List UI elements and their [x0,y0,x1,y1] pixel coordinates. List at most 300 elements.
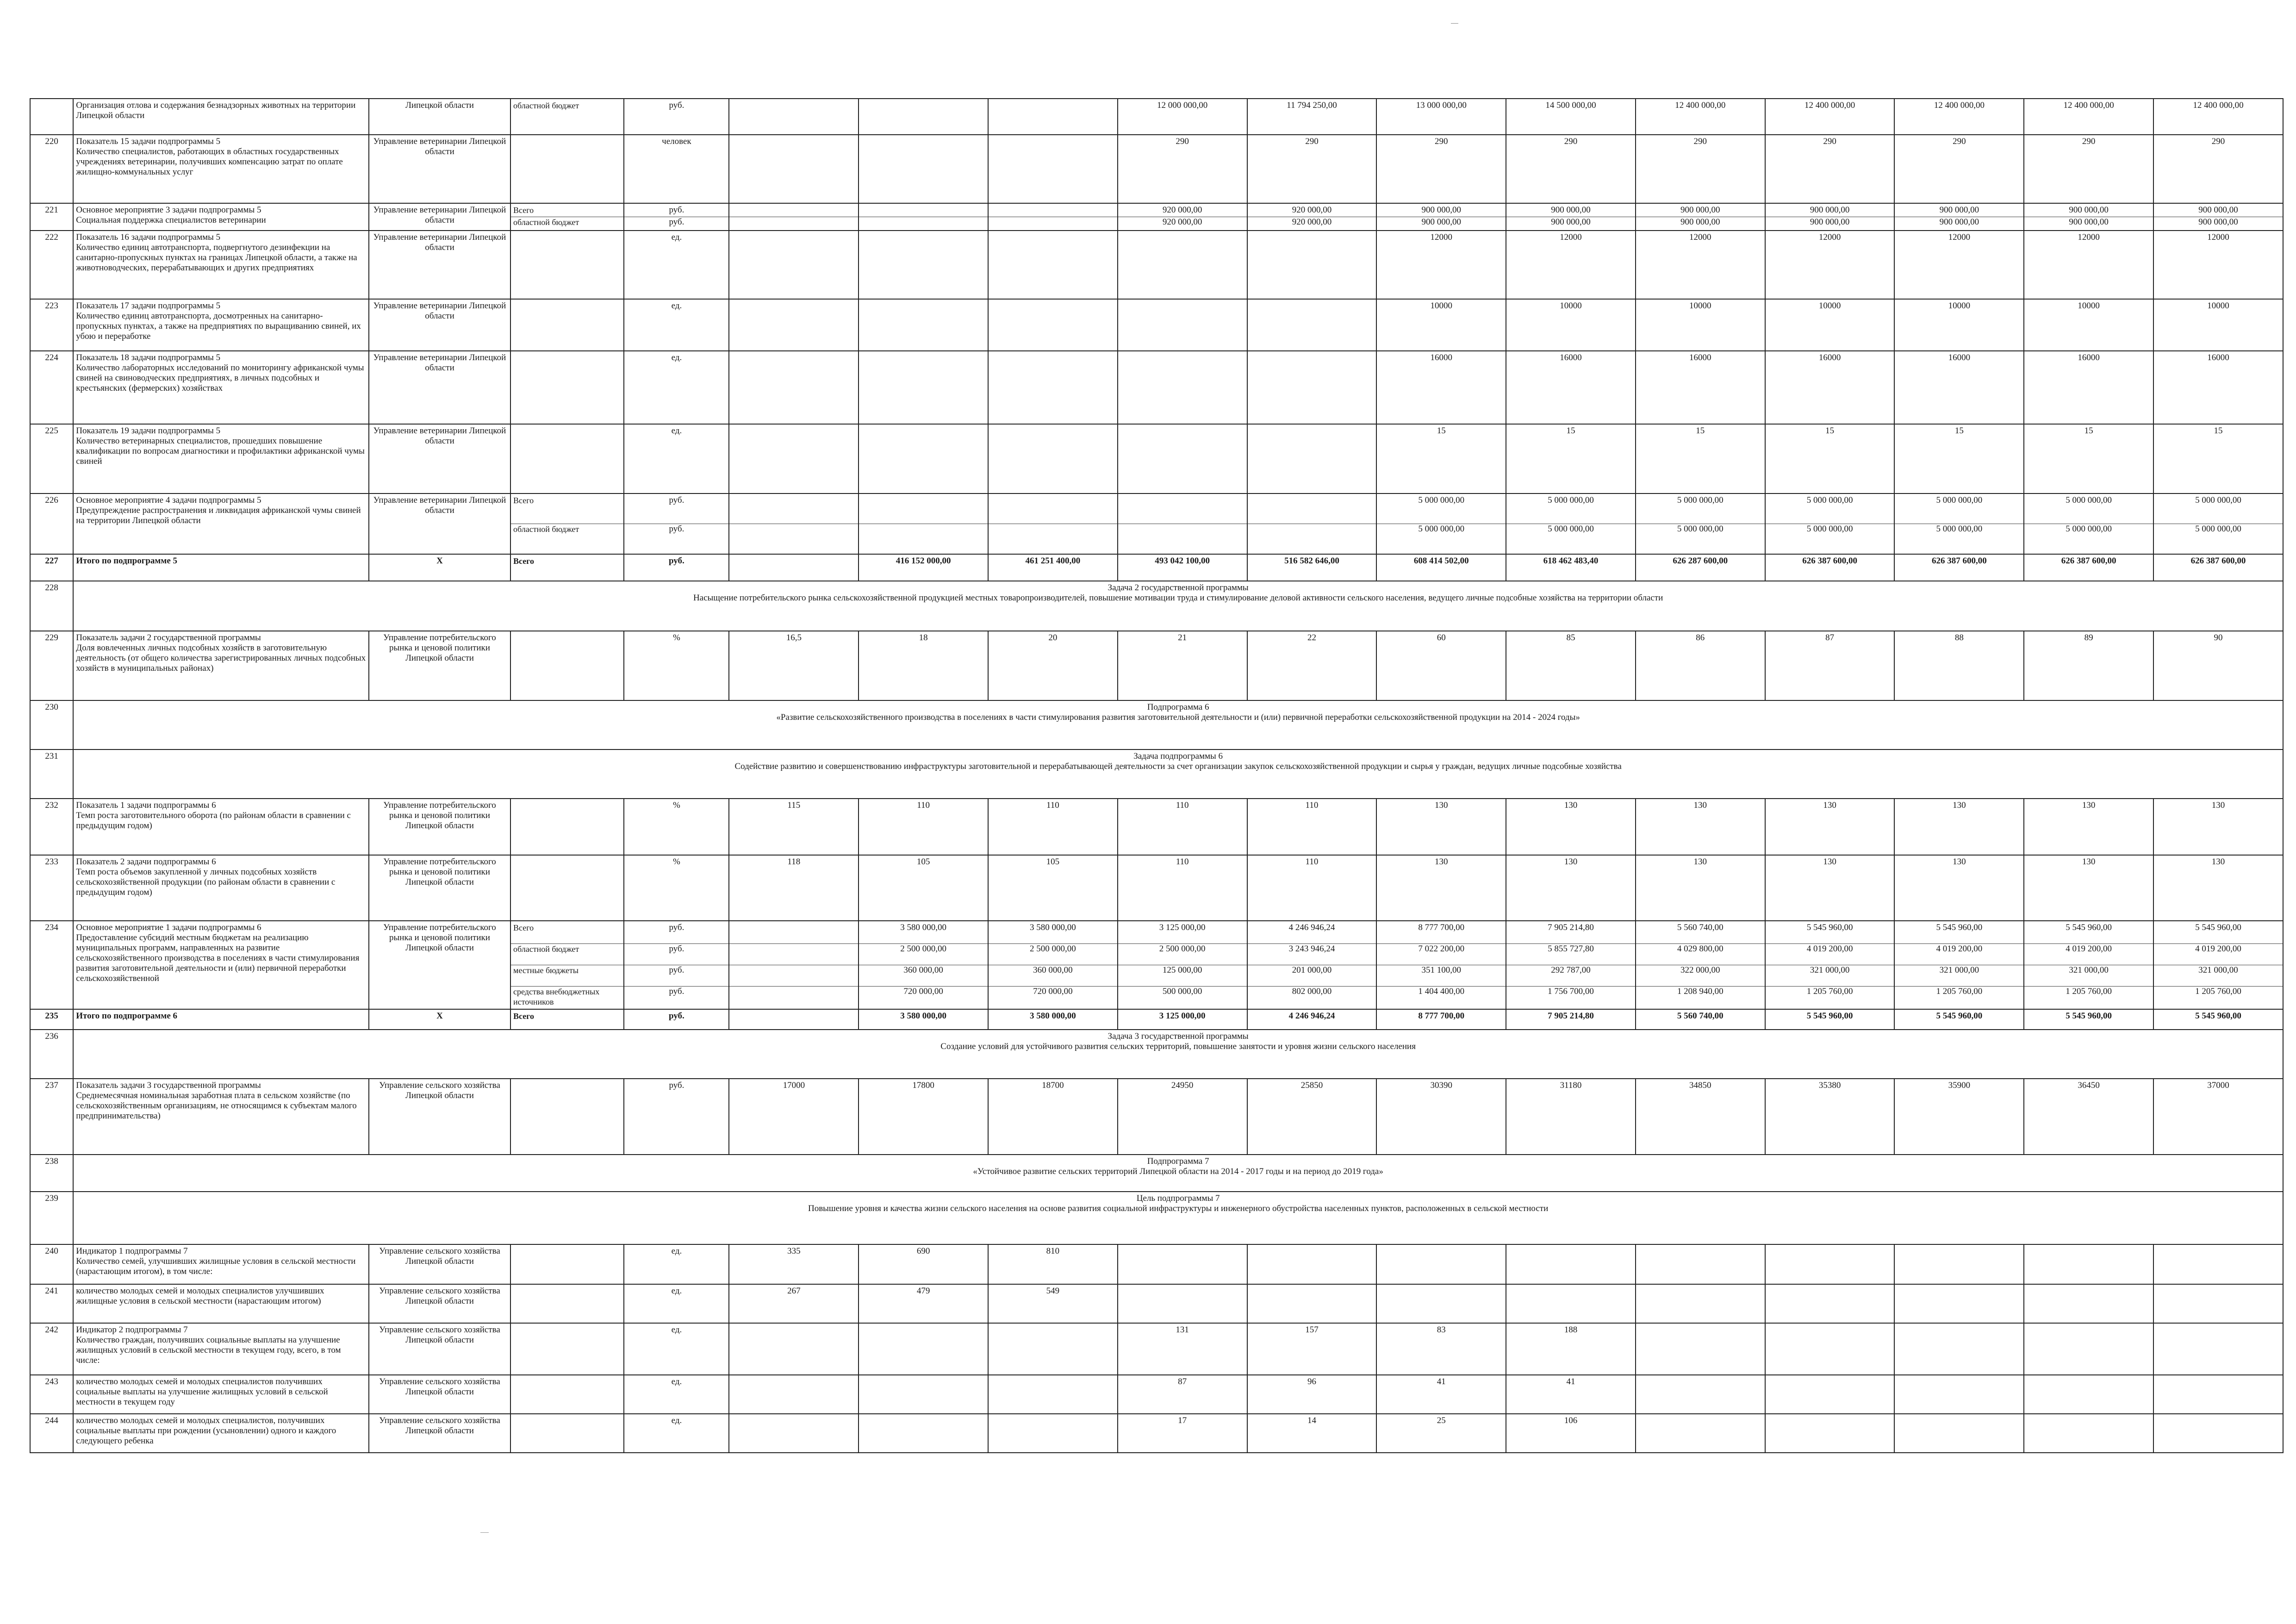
value-cell-line: 900 000,00 [1377,217,1506,229]
section-heading [73,1030,2283,1079]
value-cell [1247,855,1377,921]
value-cell [729,554,859,581]
value-cell [1376,631,1506,700]
value-cell [859,1323,988,1375]
indicator-name [73,135,369,203]
value-cell-line: 5 545 960,00 [1806,923,1853,932]
value-cell [729,1009,859,1030]
value-cell-line: 900 000,00 [1939,205,1979,215]
value-cell [988,1079,1118,1155]
indicator-name-line: количество молодых семей и молодых специалистов улучшивших жилищные условия в сельской местности (нарастающим итогом) [76,1286,324,1306]
value-cell-line: 8 777 700,00 [1418,1011,1465,1021]
value-cell [859,1375,988,1414]
unit-of-measure [624,203,729,231]
value-cell [1376,1244,1506,1284]
value-cell-line: 24950 [1171,1081,1194,1090]
table-row [30,921,2283,1009]
value-cell-line: 12 400 000,00 [2193,100,2244,110]
indicator-name-line: Социальная поддержка специалистов ветеринарии [76,215,266,225]
unit-of-measure-line: % [672,633,680,643]
value-cell-line: 16000 [1948,353,1971,362]
value-cell-line: 5 560 740,00 [1677,1011,1724,1021]
value-cell [1506,799,1636,855]
value-cell [859,1414,988,1453]
value-cell [1376,299,1506,351]
executor: Управление потребительского рынка и ценовой политики Липецкой области [369,631,510,700]
row-number: 234 [30,921,73,1009]
value-cell [859,799,988,855]
value-cell [988,1284,1118,1323]
value-cell [1765,631,1895,700]
value-cell [859,203,988,231]
value-cell [1894,1079,2024,1155]
value-cell [1118,1375,1247,1414]
indicator-name-line: Количество специалистов, работающих в областных государственных учреждениях ветеринарии, получивших компенсацию затрат по оплате жилищно-коммунальных услуг [76,147,343,177]
value-cell-line: 3 580 000,00 [900,923,946,932]
value-cell-line: 110 [1305,857,1319,867]
value-cell [1376,231,1506,299]
indicator-name-line: Количество лабораторных исследований по мониторингу африканской чумы свиней на свиноводческих предприятиях, в личных подсобных и крестьянских (фермерских) хозяйствах [76,363,364,393]
value-cell [988,203,1118,231]
unit-of-measure-line: человек [662,137,691,146]
value-cell [2024,554,2153,581]
value-cell-line: 5 560 740,00 [1677,923,1724,932]
value-cell [1894,1244,2024,1284]
value-cell-line: 10000 [2078,301,2100,311]
unit-of-measure-line: руб. [668,1011,684,1021]
indicator-name [73,231,369,299]
value-cell-line: 626 387 600,00 [1931,556,1987,566]
value-cell [1376,1414,1506,1453]
value-cell-line: 5 000 000,00 [1766,524,1894,552]
value-cell [1247,203,1377,231]
table-row [30,1079,2283,1155]
indicator-name [73,99,369,135]
row-number: 222 [30,231,73,299]
value-cell [1247,921,1377,1009]
value-cell-line: 17 [1178,1416,1187,1425]
value-cell [1118,855,1247,921]
value-cell [729,351,859,424]
value-cell-line: 12000 [1560,232,1582,242]
value-cell [1118,203,1247,231]
value-cell [2153,493,2283,554]
indicator-name-line: Итого по подпрограмме 5 [76,556,178,566]
value-cell-line: 12000 [1430,232,1452,242]
value-cell [2024,1244,2153,1284]
value-cell-line: 479 [916,1286,930,1296]
value-cell [729,1284,859,1323]
unit-of-measure-line: руб. [669,205,684,215]
value-cell [2153,1323,2283,1375]
value-cell [1636,99,1765,135]
value-cell [1765,1414,1895,1453]
value-cell [729,99,859,135]
value-cell-line: 16000 [2078,353,2100,362]
value-cell [729,1414,859,1453]
value-cell-line: 110 [1176,800,1189,810]
value-cell-line: 188 [1564,1325,1578,1335]
unit-of-measure-line: руб. [624,943,728,965]
row-number: 223 [30,299,73,351]
table-row [30,1192,2283,1244]
indicator-name [73,1244,369,1284]
value-cell [1765,554,1895,581]
value-cell-line [861,495,985,524]
value-cell-line: 321 000,00 [1895,965,2023,986]
unit-of-measure-line: руб. [669,100,684,110]
row-number: 241 [30,1284,73,1323]
indicator-name-line: Показатель 2 задачи подпрограммы 6 [76,857,216,867]
indicator-name [73,1323,369,1375]
row-number: 226 [30,493,73,554]
unit-of-measure [624,1244,729,1284]
value-cell [1894,203,2024,231]
value-cell [859,554,988,581]
value-cell [1118,799,1247,855]
value-cell [1118,554,1247,581]
indicators-table [30,98,2284,1453]
value-cell [2024,855,2153,921]
value-cell [2153,135,2283,203]
unit-of-measure [624,554,729,581]
value-cell [1376,1079,1506,1155]
section-title: Подпрограмма 7 [1147,1156,1209,1166]
value-cell [1765,1284,1895,1323]
value-cell-line [1248,524,1376,552]
value-cell-line: 920 000,00 [1162,205,1202,215]
value-cell-line: 130 [1953,857,1966,867]
value-cell-line: 7 905 214,80 [1548,923,1594,932]
value-cell [729,1244,859,1284]
unit-of-measure [624,1323,729,1375]
value-cell-line: 12 400 000,00 [1675,100,1726,110]
funding-source-line: областной бюджет [511,943,623,965]
value-cell-line: 5 000 000,00 [2195,495,2241,505]
value-cell [729,799,859,855]
funding-source-line: Всего [513,206,534,215]
value-cell [1118,1244,1247,1284]
table-row [30,1414,2283,1453]
value-cell-line: 130 [1953,800,1966,810]
value-cell-line: 5 000 000,00 [2066,495,2112,505]
value-cell-line: 125 000,00 [1118,965,1247,986]
value-cell [1765,921,1895,1009]
value-cell-line: 322 000,00 [1636,965,1765,986]
value-cell-line: 15 [1954,426,1964,436]
value-cell-line: 106 [1564,1416,1578,1425]
indicator-name-line: Показатель задачи 3 государственной программы [76,1081,261,1090]
value-cell [988,1244,1118,1284]
funding-source [510,1414,624,1453]
value-cell-line: 157 [1305,1325,1319,1335]
value-cell-line: 35380 [1818,1081,1841,1090]
value-cell [859,424,988,493]
value-cell-line: 626 287 600,00 [1673,556,1728,566]
value-cell-line: 41 [1566,1377,1575,1387]
value-cell [2024,1323,2153,1375]
indicator-name [73,799,369,855]
value-cell [859,493,988,554]
value-cell-line: 290 [1305,137,1319,146]
value-cell-line: 16000 [1560,353,1582,362]
value-cell [1765,1375,1895,1414]
value-cell-line: 900 000,00 [1680,205,1720,215]
value-cell-line: 18700 [1042,1081,1064,1090]
row-number: 242 [30,1323,73,1375]
value-cell [2024,1009,2153,1030]
value-cell [1894,799,2024,855]
value-cell [1506,1244,1636,1284]
unit-of-measure-line: ед. [671,301,682,311]
value-cell [1765,1079,1895,1155]
value-cell [859,631,988,700]
value-cell [2153,1009,2283,1030]
value-cell-line: 900 000,00 [2154,217,2283,229]
value-cell [859,299,988,351]
indicator-name-line: Индикатор 1 подпрограммы 7 [76,1246,188,1256]
value-cell-line [729,524,858,552]
value-cell-line: 87 [1825,633,1835,643]
value-cell-line: 16000 [2207,353,2229,362]
unit-of-measure [624,231,729,299]
value-cell-line: 15 [1696,426,1705,436]
value-cell [1636,1284,1765,1323]
value-cell [988,631,1118,700]
value-cell-line: 25850 [1300,1081,1323,1090]
value-cell-line: 16,5 [786,633,802,643]
unit-of-measure-line: руб. [669,1081,684,1090]
value-cell [1765,1009,1895,1030]
unit-of-measure [624,1079,729,1155]
value-cell-line: 12 400 000,00 [1934,100,1985,110]
executor: Управление ветеринарии Липецкой области [369,135,510,203]
executor: Управление сельского хозяйства Липецкой области [369,1414,510,1453]
indicator-name-line: Показатель 15 задачи подпрограммы 5 [76,137,221,146]
value-cell-line: 201 000,00 [1248,965,1376,986]
value-cell [1894,493,2024,554]
value-cell-line: 1 404 400,00 [1377,986,1506,1007]
value-cell-line [1120,495,1244,524]
funding-source-line: Всего [513,923,534,932]
value-cell-line: 130 [1434,857,1448,867]
value-cell [729,299,859,351]
unit-of-measure-line: ед. [671,1416,682,1425]
value-cell [988,351,1118,424]
value-cell-line: 2 500 000,00 [989,943,1117,965]
indicator-name-line: Количество семей, улучшивших жилищные условия в сельской местности (нарастающим итогом), в том числе: [76,1256,356,1276]
value-cell-line: 360 000,00 [859,965,988,986]
value-cell-line: 7 905 214,80 [1548,1011,1594,1021]
value-cell [1247,1414,1377,1453]
value-cell [1506,424,1636,493]
value-cell [1636,493,1765,554]
value-cell-line: 720 000,00 [989,986,1117,1007]
value-cell [1376,855,1506,921]
value-cell [1118,351,1247,424]
value-cell [988,855,1118,921]
value-cell [1506,135,1636,203]
indicator-name [73,1414,369,1453]
executor: Управление сельского хозяйства Липецкой области [369,1284,510,1323]
value-cell-line: 5 545 960,00 [1806,1011,1853,1021]
indicator-name-line: Показатель 19 задачи подпрограммы 5 [76,426,221,436]
value-cell-line: 292 787,00 [1506,965,1635,986]
indicator-name-line: Доля вовлеченных личных подсобных хозяйств в заготовительную деятельность (от общего количества зарегистрированных личных подсобных хозяйств в муниципальных районах) [76,643,366,673]
value-cell-line [1250,495,1374,524]
value-cell [1247,1375,1377,1414]
value-cell-line: 10000 [1560,301,1582,311]
value-cell-line: 267 [787,1286,801,1296]
row-number: 225 [30,424,73,493]
funding-source [510,493,624,554]
value-cell [1376,424,1506,493]
value-cell-line: 10000 [1689,301,1711,311]
value-cell [2024,203,2153,231]
unit-of-measure-line: руб. [624,965,728,986]
value-cell-line: 500 000,00 [1118,986,1247,1007]
value-cell-line: 3 243 946,24 [1248,943,1376,965]
row-number [30,99,73,135]
value-cell-line: 802 000,00 [1248,986,1376,1007]
value-cell-line [859,217,988,229]
funding-source [510,554,624,581]
table-row [30,1323,2283,1375]
table-row [30,1244,2283,1284]
value-cell [1636,1414,1765,1453]
value-cell [2153,351,2283,424]
value-cell [1894,1414,2024,1453]
value-cell-line: 110 [917,800,930,810]
value-cell-line: 130 [2082,800,2096,810]
value-cell [1636,1375,1765,1414]
value-cell [729,231,859,299]
value-cell-line: 130 [1693,857,1707,867]
section-heading [73,700,2283,750]
section-title: Задача 2 государственной программы [1108,583,1249,593]
funding-source [510,299,624,351]
unit-of-measure-line: ед. [671,353,682,362]
value-cell [1376,799,1506,855]
unit-of-measure [624,99,729,135]
indicator-name [73,299,369,351]
value-cell [1894,351,2024,424]
value-cell-line: 5 000 000,00 [2154,524,2283,552]
value-cell [2024,424,2153,493]
value-cell [2153,203,2283,231]
value-cell-line: 10000 [1818,301,1841,311]
value-cell-line [732,495,856,524]
value-cell [1247,99,1377,135]
value-cell [1506,1323,1636,1375]
value-cell [2153,1244,2283,1284]
value-cell [1636,631,1765,700]
executor: Управление ветеринарии Липецкой области [369,299,510,351]
value-cell [1506,554,1636,581]
executor: Управление потребительского рынка и ценовой политики Липецкой области [369,855,510,921]
value-cell-line: 5 000 000,00 [1418,495,1465,505]
value-cell [729,855,859,921]
value-cell [1506,1009,1636,1030]
value-cell [1247,424,1377,493]
funding-source-line: областной бюджет [511,524,623,552]
indicator-name [73,351,369,424]
unit-of-measure [624,1414,729,1453]
unit-of-measure-line: ед. [671,1286,682,1296]
value-cell [1765,855,1895,921]
value-cell [988,1323,1118,1375]
value-cell-line: 8 777 700,00 [1418,923,1465,932]
executor: Управление ветеринарии Липецкой области [369,424,510,493]
value-cell-line: 86 [1696,633,1705,643]
table-body [30,99,2283,1453]
value-cell [1118,99,1247,135]
value-cell [1894,299,2024,351]
value-cell [1118,493,1247,554]
indicator-name-line: Показатель 18 задачи подпрограммы 5 [76,353,221,362]
funding-source [510,99,624,135]
value-cell-line: 5 545 960,00 [2066,923,2112,932]
value-cell [1118,1284,1247,1323]
value-cell-line [732,205,856,217]
value-cell [1506,99,1636,135]
unit-of-measure [624,799,729,855]
value-cell-line: 15 [1825,426,1835,436]
value-cell-line: 290 [1953,137,1966,146]
value-cell [1765,231,1895,299]
value-cell [1376,493,1506,554]
executor: Управление сельского хозяйства Липецкой области [369,1079,510,1155]
value-cell [1506,231,1636,299]
value-cell-line: 7 022 200,00 [1377,943,1506,965]
scan-artifact [1451,23,1458,24]
value-cell-line: 96 [1307,1377,1316,1387]
row-number: 239 [30,1192,73,1244]
value-cell [1247,493,1377,554]
value-cell [1636,1009,1765,1030]
value-cell-line: 3 580 000,00 [1030,923,1076,932]
indicator-name-line: Количество граждан, получивших социальные выплаты на улучшение жилищных условий в сельской местности в текущем году, всего, в том числе: [76,1335,341,1365]
table-row [30,631,2283,700]
value-cell [2153,424,2283,493]
indicator-name [73,631,369,700]
funding-source [510,921,624,1009]
value-cell-line [729,943,858,965]
value-cell [1118,1009,1247,1030]
value-cell [1636,351,1765,424]
indicator-name [73,1375,369,1414]
value-cell [859,921,988,1009]
value-cell [1376,351,1506,424]
value-cell [1894,1284,2024,1323]
indicator-name-line: Показатель 16 задачи подпрограммы 5 [76,232,221,242]
value-cell-line: 290 [1564,137,1578,146]
indicator-name [73,493,369,554]
value-cell-line: 5 545 960,00 [2195,923,2241,932]
value-cell-line: 17800 [912,1081,934,1090]
value-cell [1894,554,2024,581]
value-cell [729,1375,859,1414]
indicator-name [73,424,369,493]
value-cell-line: 1 205 760,00 [2154,986,2283,1007]
value-cell-line: 5 000 000,00 [1936,495,1983,505]
value-cell-line: 131 [1176,1325,1189,1335]
value-cell-line: 335 [787,1246,801,1256]
unit-of-measure-line: ед. [671,1325,682,1335]
indicator-name-line: Индикатор 2 подпрограммы 7 [76,1325,188,1335]
value-cell [1636,424,1765,493]
value-cell [2024,1079,2153,1155]
